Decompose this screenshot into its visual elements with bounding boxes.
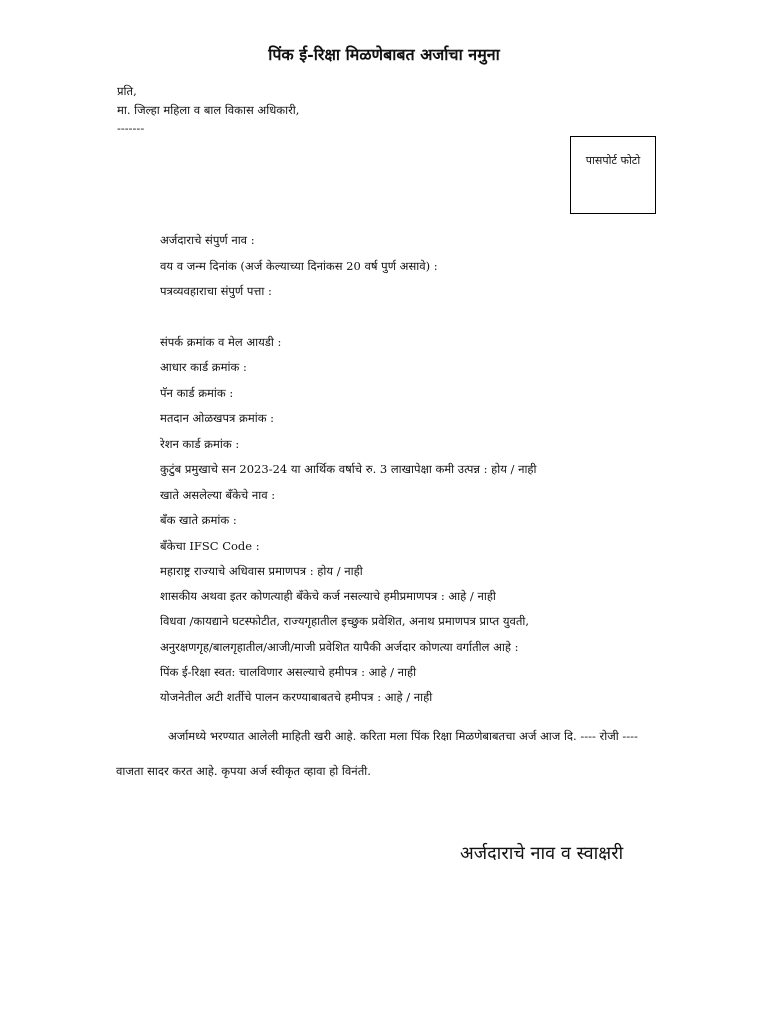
item-text: बँक खाते क्रमांक : <box>160 513 237 527</box>
item-text: विधवा /कायद्याने घटस्फोटीत, राज्यगृहातील इच्छुक प्रवेशित, अनाथ प्रमाणपत्र प्राप्त युवती, <box>160 614 530 628</box>
item-text: शासकीय अथवा इतर कोणत्याही बँकेचे कर्ज नसल्याचे हमीप्रमाणपत्र : आहे / नाही <box>160 589 496 603</box>
item-text: अर्जदाराचे संपुर्ण नाव : <box>160 233 255 247</box>
item-text: रेशन कार्ड क्रमांक : <box>160 437 240 451</box>
address-salutation: प्रति, <box>117 84 137 98</box>
form-item-15-continuation: अनुरक्षणगृह/बालगृहातील/आजी/माजी प्रवेशित यापैकी अर्जदार कोणत्या वर्गातील आहे : <box>160 640 519 654</box>
passport-photo-label: पासपोर्ट फोटो <box>585 154 641 167</box>
item-text: कुटुंब प्रमुखाचे सन 2023-24 या आर्थिक वर्षाचे रु. 3 लाखापेक्षा कमी उत्पन्न : होय / नाही <box>160 462 537 476</box>
item-text: योजनेतील अटी शर्तीचे पालन करण्याबाबतचे हमीपत्र : आहे / नाही <box>160 690 433 704</box>
signature-label: अर्जदाराचे नाव व स्वाक्षरी <box>460 843 624 864</box>
address-placeholder: ------- <box>117 121 145 135</box>
item-text: पॅन कार्ड क्रमांक : <box>160 386 234 400</box>
item-text: मतदान ओळखपत्र क्रमांक : <box>160 411 275 425</box>
item-text: महाराष्ट्र राज्याचे अधिवास प्रमाणपत्र : होय / नाही <box>160 564 363 578</box>
item-text: वय व जन्म दिनांक (अर्ज केल्याच्या दिनांकस 20 वर्ष पुर्ण असावे) : <box>160 259 438 273</box>
item-text: पिंक ई-रिक्षा स्वत: चालविणार असल्याचे हमीपत्र : आहे / नाही <box>160 665 417 679</box>
form-title: पिंक ई-रिक्षा मिळणेबाबत अर्जाचा नमुना <box>268 45 500 64</box>
item-text: खाते असलेल्या बँकेचे नाव : <box>160 488 276 502</box>
declaration-line-1: अर्जामध्ये भरण्यात आलेली माहिती खरी आहे. करिता मला पिंक रिक्षा मिळणेबाबतचा अर्ज आज दि. ---- रोजी ---- <box>168 729 638 743</box>
passport-photo-box <box>570 136 656 214</box>
declaration-line-2: वाजता सादर करत आहे. कृपया अर्ज स्वीकृत व्हावा हो विनंती. <box>116 764 371 778</box>
item-text: आधार कार्ड क्रमांक : <box>160 360 247 374</box>
item-text: बँकेचा IFSC Code : <box>160 539 260 553</box>
address-recipient: मा. जिल्हा महिला व बाल विकास अधिकारी, <box>117 103 300 117</box>
item-text: संपर्क क्रमांक व मेल आयडी : <box>160 335 282 349</box>
item-text: पत्रव्यवहाराचा संपुर्ण पत्ता : <box>160 284 272 298</box>
